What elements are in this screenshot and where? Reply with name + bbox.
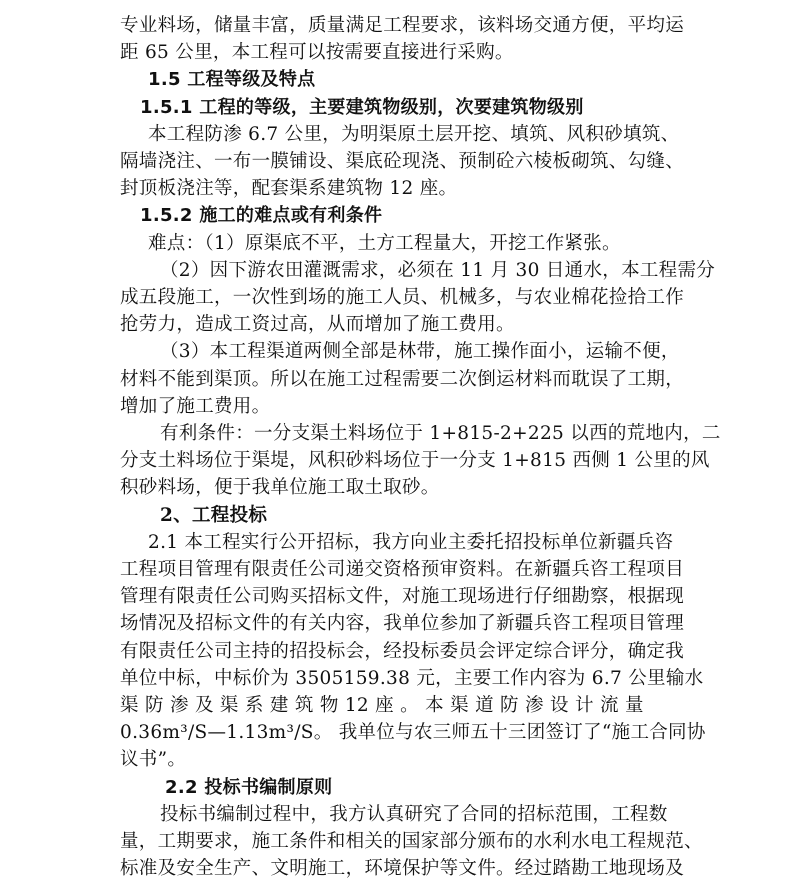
- text-line: 增加了施工费用。: [120, 395, 271, 417]
- text-line: （3）本工程渠道两侧全部是林带，施工操作面小，运输不便，: [160, 341, 680, 363]
- text-line: 工程项目管理有限责任公司递交资格预审资料。在新疆兵咨工程项目: [120, 559, 685, 580]
- text-line: （2）因下游农田灌溉需求，必须在 11 月 30 日通水，本工程需分: [160, 259, 716, 281]
- text-line: 有利条件：一分支渠土料场位于 1+815-2+225 以西的荒地内，二: [160, 423, 721, 444]
- subsection-heading: 2.2 投标书编制原则: [165, 776, 333, 798]
- text-line: 积砂料场，便于我单位施工取土取砂。: [120, 477, 440, 499]
- text-line: 议书”。: [120, 749, 187, 771]
- text-line: 隔墙浇注、一布一膜铺设、渠底砼现浇、预制砼六棱板砌筑、勾缝、: [120, 151, 685, 172]
- text-line: 场情况及招标文件的有关内容，我单位参加了新疆兵咨工程项目管理: [120, 613, 685, 635]
- section-heading: 1.5 工程等级及特点: [148, 69, 316, 91]
- text-line: 难点：（1）原渠底不平，土方工程量大，开挖工作紧张。: [148, 232, 621, 254]
- text-line: 距 65 公里，本工程可以按需要直接进行采购。: [120, 42, 514, 64]
- text-line: 标准及安全生产、文明施工，环境保护等文件。经过踏勘工地现场及: [120, 858, 685, 880]
- text-line: 2.1 本工程实行公开招标，我方向业主委托招投标单位新疆兵咨: [148, 531, 674, 553]
- text-line: 材料不能到渠顶。所以在施工过程需要二次倒运材料而耽误了工期，: [120, 368, 685, 390]
- subsection-heading: 1.5.2 施工的难点或有利条件: [140, 205, 383, 227]
- text-line: 分支土料场位于渠堤，风积砂料场位于一分支 1+815 西侧 1 公里的风: [120, 450, 710, 472]
- text-line: 量，工期要求，施工条件和相关的国家部分颁布的水利水电工程规范、: [120, 831, 703, 852]
- text-line: 抢劳力，造成工资过高，从而增加了施工费用。: [120, 314, 515, 336]
- text-line: 本工程防渗 6.7 公里，为明渠原土层开挖、填筑、风积砂填筑、: [148, 123, 680, 145]
- text-line: 0.36m³/S—1.13m³/S。 我单位与农三师五十三团签订了“施工合同协: [120, 722, 706, 744]
- text-line: 渠 防 渗 及 渠 系 建 筑 物 12 座 。 本 渠 道 防 渗 设 计 流 量: [120, 695, 644, 716]
- text-line: 成五段施工，一次性到场的施工人员、机械多，与农业棉花捡拾工作: [120, 287, 685, 308]
- text-line: 专业料场，储量丰富，质量满足工程要求，该料场交通方便，平均运: [120, 15, 685, 36]
- text-line: 投标书编制过程中，我方认真研究了合同的招标范围，工程数: [160, 803, 668, 825]
- subsection-heading: 1.5.1 工程的等级，主要建筑物级别，次要建筑物级别: [140, 96, 584, 118]
- text-line: 单位中标，中标价为 3505159.38 元，主要工作内容为 6.7 公里输水: [120, 667, 704, 689]
- chapter-heading: 2、工程投标: [160, 504, 268, 526]
- text-line: 管理有限责任公司购买招标文件，对施工现场进行仔细勘察，根据现: [120, 586, 685, 608]
- text-line: 有限责任公司主持的招投标会，经投标委员会评定综合评分，确定我: [120, 640, 685, 662]
- text-line: 封顶板浇注等，配套渠系建筑物 12 座。: [120, 178, 458, 200]
